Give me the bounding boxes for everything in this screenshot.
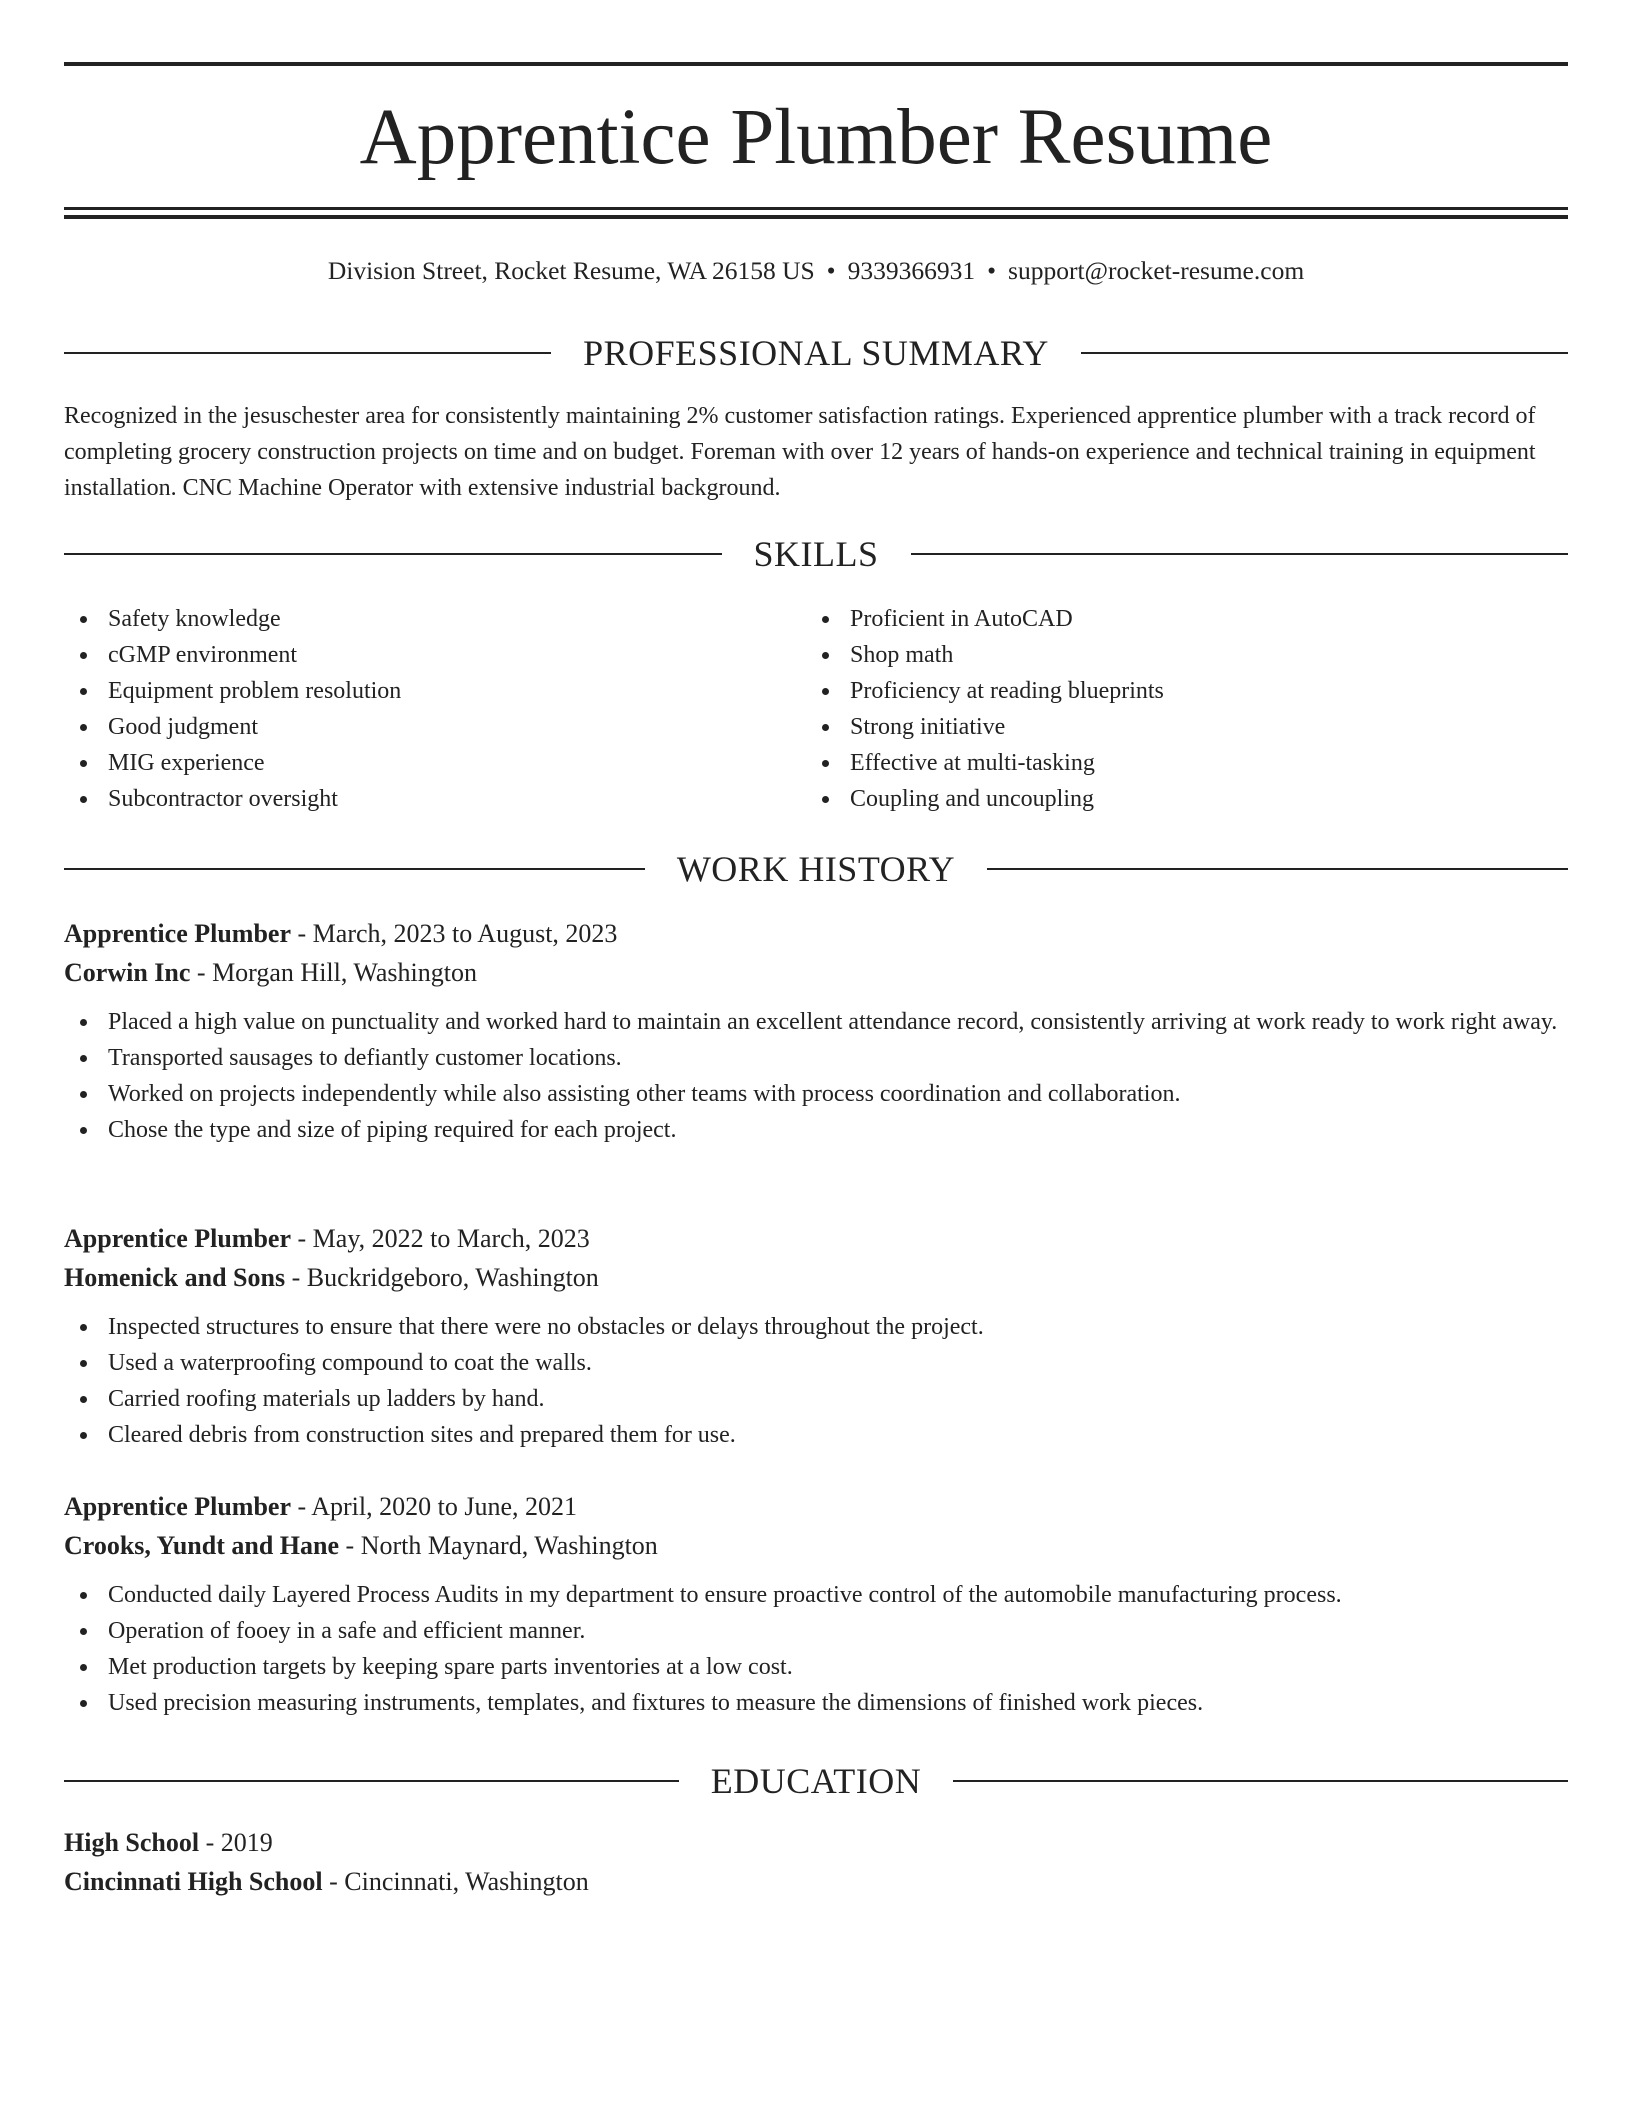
job-title-line [64,1219,1568,1258]
job-bullet: Used a waterproofing compound to coat the walls. [64,1345,1568,1381]
job-title: Apprentice Plumber [64,1224,291,1253]
education-school-line [64,1862,1568,1901]
heading-rule [987,868,1568,870]
job-title: Apprentice Plumber [64,1492,291,1521]
skills-heading [64,534,1568,574]
job-dates: - March, 2023 to August, 2023 [291,919,618,948]
job-company: Homenick and Sons [64,1263,286,1292]
job-bullet: Conducted daily Layered Process Audits in my department to ensure proactive control of the automobile manufacturing process. [64,1577,1568,1613]
heading-rule [911,553,1569,555]
job-location: - Morgan Hill, Washington [190,958,477,987]
resume-title: Apprentice Plumber Resume [359,94,1273,181]
heading-rule [953,1780,1568,1782]
header-top-rule [64,62,1568,66]
job-location: - North Maynard, Washington [339,1531,658,1560]
summary-heading [64,333,1568,373]
heading-rule [64,352,551,354]
summary-heading-label: PROFESSIONAL SUMMARY [583,333,1049,373]
summary-text: Recognized in the jesuschester area for consistently maintaining 2% customer satisfaction ratings. Experienced apprentice plumber with a track record of completing grocery construction projects on time and on budget. Foreman with over 12 years of hands-on experience and technical training in equipment installation. CNC Machine Operator with extensive industrial background. [64,403,1536,501]
header-bottom-rule-2 [64,215,1568,219]
skill-item: Proficient in AutoCAD [806,601,1506,637]
job-bullet: Worked on projects independently while also assisting other teams with process coordination and collaboration. [64,1076,1568,1112]
job-dates: - April, 2020 to June, 2021 [291,1492,577,1521]
job-title-line [64,1487,1568,1526]
job-company: Corwin Inc [64,958,191,987]
header-bottom-rule [64,207,1568,210]
skill-item: Shop math [806,637,1506,673]
job-bullets [64,1309,1568,1453]
heading-rule [64,553,722,555]
job-bullet: Placed a high value on punctuality and worked hard to maintain an excellent attendance record, consistently arriving at work ready to work right away. [64,1004,1568,1040]
job-location: - Buckridgeboro, Washington [285,1263,599,1292]
job-company-line [64,1258,1568,1297]
heading-rule [64,1780,679,1782]
contact-address: Division Street, Rocket Resume, WA 26158 US [327,256,815,285]
education-entry [64,1823,1568,1901]
skill-item: Good judgment [64,709,764,745]
education-location: - Cincinnati, Washington [322,1867,589,1896]
skills-heading-label: SKILLS [753,534,879,574]
job-bullet: Operation of fooey in a safe and efficient manner. [64,1613,1568,1649]
job-bullets [64,1577,1568,1721]
job-entry [64,914,1568,1148]
contact-separator: • [826,256,836,285]
skill-item: Proficiency at reading blueprints [806,673,1506,709]
job-dates: - May, 2022 to March, 2023 [291,1224,590,1253]
skill-item: Subcontractor oversight [64,781,764,817]
skill-item: MIG experience [64,745,764,781]
job-bullet: Inspected structures to ensure that there were no obstacles or delays throughout the project. [64,1309,1568,1345]
heading-rule [1081,352,1568,354]
education-degree-line [64,1823,1568,1862]
heading-rule [64,868,645,870]
skill-item: Strong initiative [806,709,1506,745]
skill-item: Equipment problem resolution [64,673,764,709]
education-school: Cincinnati High School [64,1867,323,1896]
job-bullets [64,1004,1568,1148]
job-title: Apprentice Plumber [64,919,291,948]
contact-separator: • [987,256,997,285]
skill-item: Effective at multi-tasking [806,745,1506,781]
job-company-line [64,1526,1568,1565]
work-history-heading-label: WORK HISTORY [676,849,956,889]
skill-item: Coupling and uncoupling [806,781,1506,817]
job-bullet: Chose the type and size of piping required for each project. [64,1112,1568,1148]
job-company-line [64,953,1568,992]
job-bullet: Carried roofing materials up ladders by hand. [64,1381,1568,1417]
education-degree: High School [64,1828,200,1857]
skills-list-left [64,601,764,817]
skill-item: cGMP environment [64,637,764,673]
job-bullet: Transported sausages to defiantly customer locations. [64,1040,1568,1076]
job-entry [64,1219,1568,1453]
skills-list-right [806,601,1506,817]
education-year: - 2019 [199,1828,273,1857]
contact-line [64,252,1568,290]
job-bullet: Cleared debris from construction sites and prepared them for use. [64,1417,1568,1453]
contact-email: support@rocket-resume.com [1008,256,1305,285]
education-heading-label: EDUCATION [710,1761,922,1801]
job-bullet: Used precision measuring instruments, templates, and fixtures to measure the dimensions of finished work pieces. [64,1685,1568,1721]
job-bullet: Met production targets by keeping spare parts inventories at a low cost. [64,1649,1568,1685]
contact-phone: 9339366931 [847,256,976,285]
work-history-heading [64,849,1568,889]
education-heading [64,1761,1568,1801]
job-title-line [64,914,1568,953]
job-company: Crooks, Yundt and Hane [64,1531,340,1560]
job-entry [64,1487,1568,1721]
skill-item: Safety knowledge [64,601,764,637]
